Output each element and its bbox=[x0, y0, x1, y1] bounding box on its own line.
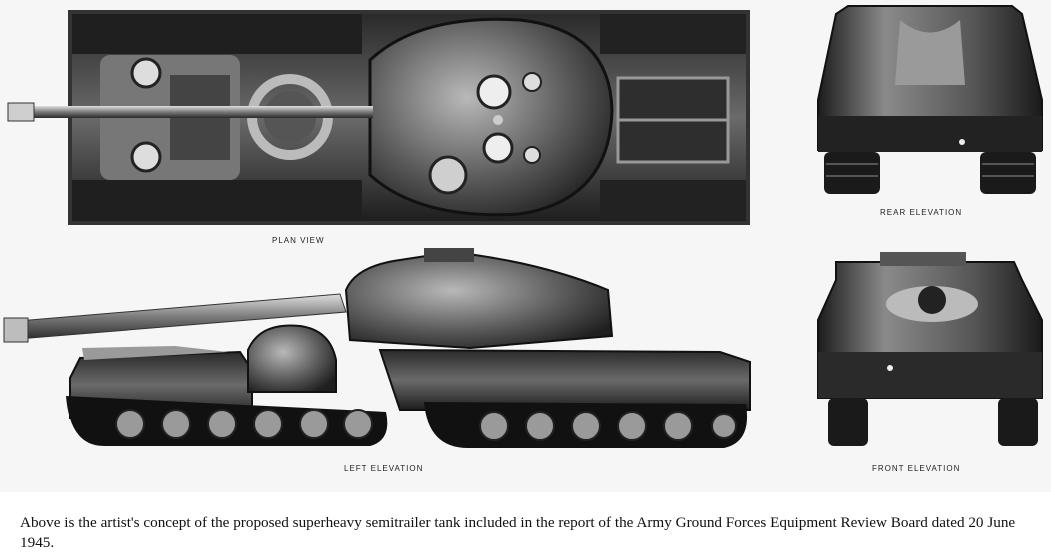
left-elevation-drawing bbox=[4, 248, 750, 448]
plan-view-drawing bbox=[8, 10, 750, 225]
plan-view-label: PLAN VIEW bbox=[272, 236, 325, 245]
front-elevation-drawing bbox=[818, 252, 1042, 446]
left-elevation-label: LEFT ELEVATION bbox=[344, 464, 424, 473]
figure-caption: Above is the artist's concept of the proposed superheavy semitrailer tank included in the report of the Army Ground Forces Equipment Review Board dated 20 June 1945. bbox=[20, 514, 1016, 551]
rear-elevation-drawing bbox=[818, 6, 1042, 194]
rear-elevation-label: REAR ELEVATION bbox=[880, 208, 963, 217]
front-elevation-label: FRONT ELEVATION bbox=[872, 464, 961, 473]
